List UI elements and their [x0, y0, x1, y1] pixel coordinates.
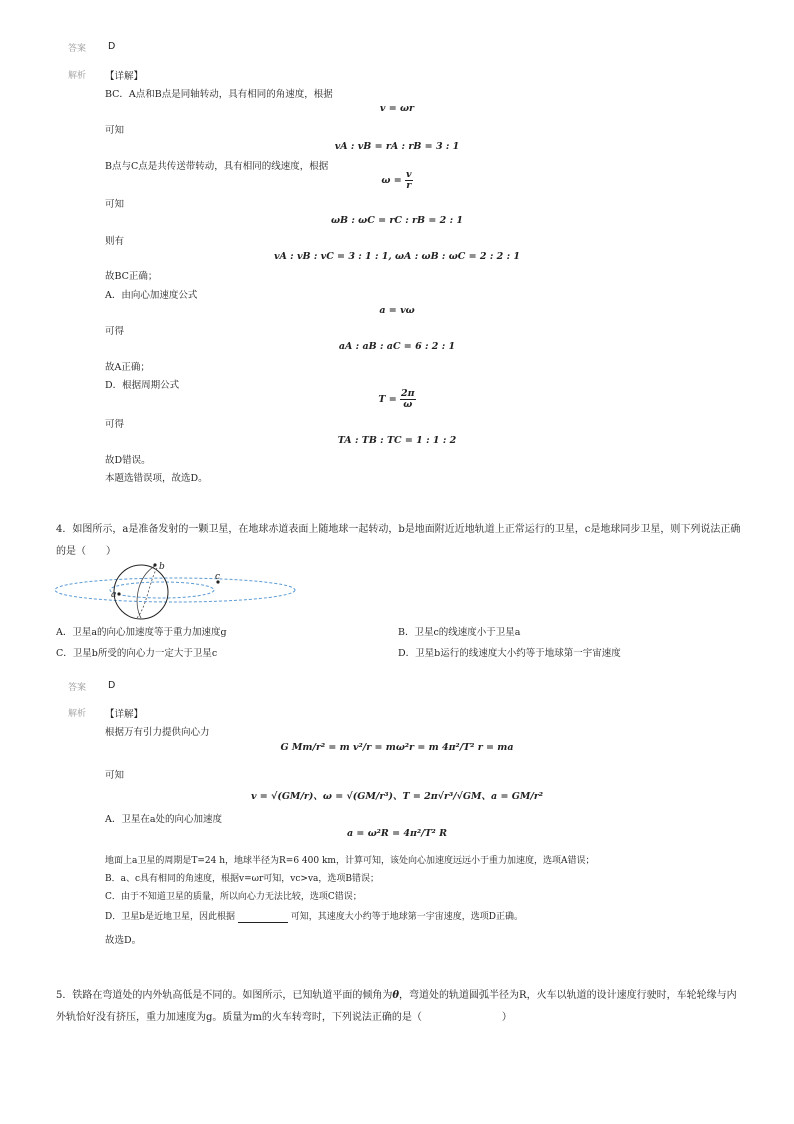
question-5-stem: [56, 985, 746, 1029]
text-line: 故A正确；: [105, 362, 150, 373]
geo-orbit: [110, 582, 214, 598]
stem-part: ，弯道处的轨道圆弧半径为R，火车以轨道的设计速度行驶时，车轮轮缘与内外轨恰好没有挤压，重力加速度为g。质量为m的火车转弯时，下列说法正确的是（ ）: [56, 990, 737, 1023]
text-line: B．a、c具有相同的角速度，根据v=ωr可知，vc>va，选项B错误；: [105, 874, 380, 884]
equation: a = ω²R = 4π²/T² R: [346, 828, 448, 839]
option-d: D．卫星b运行的线速度大小约等于地球第一宇宙速度: [398, 648, 621, 659]
equation: TA : TB : TC = 1 : 1 : 2: [337, 435, 457, 446]
answer-tag: 答案: [68, 683, 87, 693]
equation: vA : vB : vC = 3 : 1 : 1, ωA : ωB : ωC = 2 : 2 : 1: [273, 251, 521, 262]
theta-symbol: θ: [392, 990, 400, 1001]
equation: v = √(GM/r)、ω = √(GM/r³)、T = 2π√r³/√GM、a = GM/r²: [250, 791, 543, 802]
text-line-with-formula: [105, 909, 523, 923]
satellite-a: [117, 592, 120, 595]
option-c: C．卫星b所受的向心力一定大于卫星c: [56, 648, 218, 659]
text-line: 故D错误。: [105, 455, 151, 466]
option-a: A．卫星a的向心加速度等于重力加速度g: [56, 627, 227, 638]
text-line: 可知: [105, 125, 125, 136]
text-line: 可知: [105, 199, 125, 210]
answer-value: D: [108, 41, 116, 52]
equation: a = vω: [379, 305, 415, 316]
text-line: 故选D。: [105, 935, 142, 946]
fraction-den: r: [406, 179, 412, 191]
text-line: D．根据周期公式: [105, 380, 180, 391]
label-b: b: [159, 562, 165, 572]
equation: vA : vB = rA : rB = 3 : 1: [334, 141, 460, 152]
text-part: D．卫星b是近地卫星，因此根据: [105, 912, 235, 922]
text-line: 可知: [105, 770, 125, 781]
label-a: a: [111, 590, 117, 600]
equation: aA : aB : aC = 6 : 2 : 1: [338, 341, 456, 352]
text-line: 则有: [105, 236, 125, 247]
text-line: A．卫星在a处的向心加速度: [105, 814, 223, 825]
equation: ωB : ωC = rC : rB = 2 : 1: [330, 215, 464, 226]
text-line: B点与C点是共传送带转动，具有相同的线速度，根据: [105, 161, 329, 172]
fraction: [405, 170, 413, 191]
earth-orbit-figure: [55, 560, 300, 622]
earth-circle: [114, 565, 168, 619]
inline-formula-sqrt: [238, 910, 288, 923]
text-line: C．由于不知道卫星的质量，所以向心力无法比较，选项C错误；: [105, 892, 362, 902]
text-line: 可得: [105, 326, 125, 337]
detail-heading: 【详解】: [105, 709, 144, 720]
equation-fraction: [0, 389, 794, 410]
stem-part: 5．铁路在弯道处的内外轨高低是不同的。如图所示，已知轨道平面的倾角为: [56, 990, 393, 1001]
text-line: 本题选错误项，故选D。: [105, 473, 208, 484]
answer-value: D: [108, 680, 116, 691]
equation: v = ωr: [379, 103, 415, 114]
text-line: A．由向心加速度公式: [105, 290, 198, 301]
near-earth-orbit-back: [137, 568, 157, 618]
text-line: 地面上a卫星的周期是T=24 h，地球半径为R=6 400 km，计算可知，该处向心加速度远远小于重力加速度，选项A错误；: [105, 856, 595, 866]
label-c: c: [215, 572, 221, 582]
eq-lhs: T =: [378, 393, 397, 405]
analysis-tag: 解析: [68, 709, 87, 719]
answer-tag: 答案: [68, 44, 87, 54]
fraction-num: v: [406, 169, 412, 180]
equation: G Mm/r² = m v²/r = mω²r = m 4π²/T² r = ma: [280, 742, 514, 753]
sync-orbit: [55, 578, 295, 602]
near-earth-orbit: [137, 566, 155, 618]
fraction: [400, 389, 416, 410]
text-line: 可得: [105, 419, 125, 430]
text-line: 故BC正确；: [105, 271, 158, 282]
text-line: BC．A点和B点是同轴转动，具有相同的角速度，根据: [105, 89, 333, 100]
option-b: B．卫星c的线速度小于卫星a: [398, 627, 521, 638]
fraction-den: ω: [403, 398, 413, 410]
satellite-b: [153, 563, 156, 566]
eq-lhs: ω =: [381, 174, 402, 186]
equation-fraction: [0, 170, 794, 191]
analysis-tag: 解析: [68, 71, 87, 81]
text-part: 可知，其速度大小约等于地球第一宇宙速度，选项D正确。: [290, 912, 523, 922]
question-4-stem: 4．如图所示，a是准备发射的一颗卫星，在地球赤道表面上随地球一起转动，b是地面附近近地轨道上正常运行的卫星，c是地球同步卫星，则下列说法正确的是（ ）: [56, 524, 741, 557]
detail-heading: 【详解】: [105, 71, 144, 82]
text-line: 根据万有引力提供向心力: [105, 727, 210, 738]
fraction-num: 2π: [401, 388, 415, 399]
